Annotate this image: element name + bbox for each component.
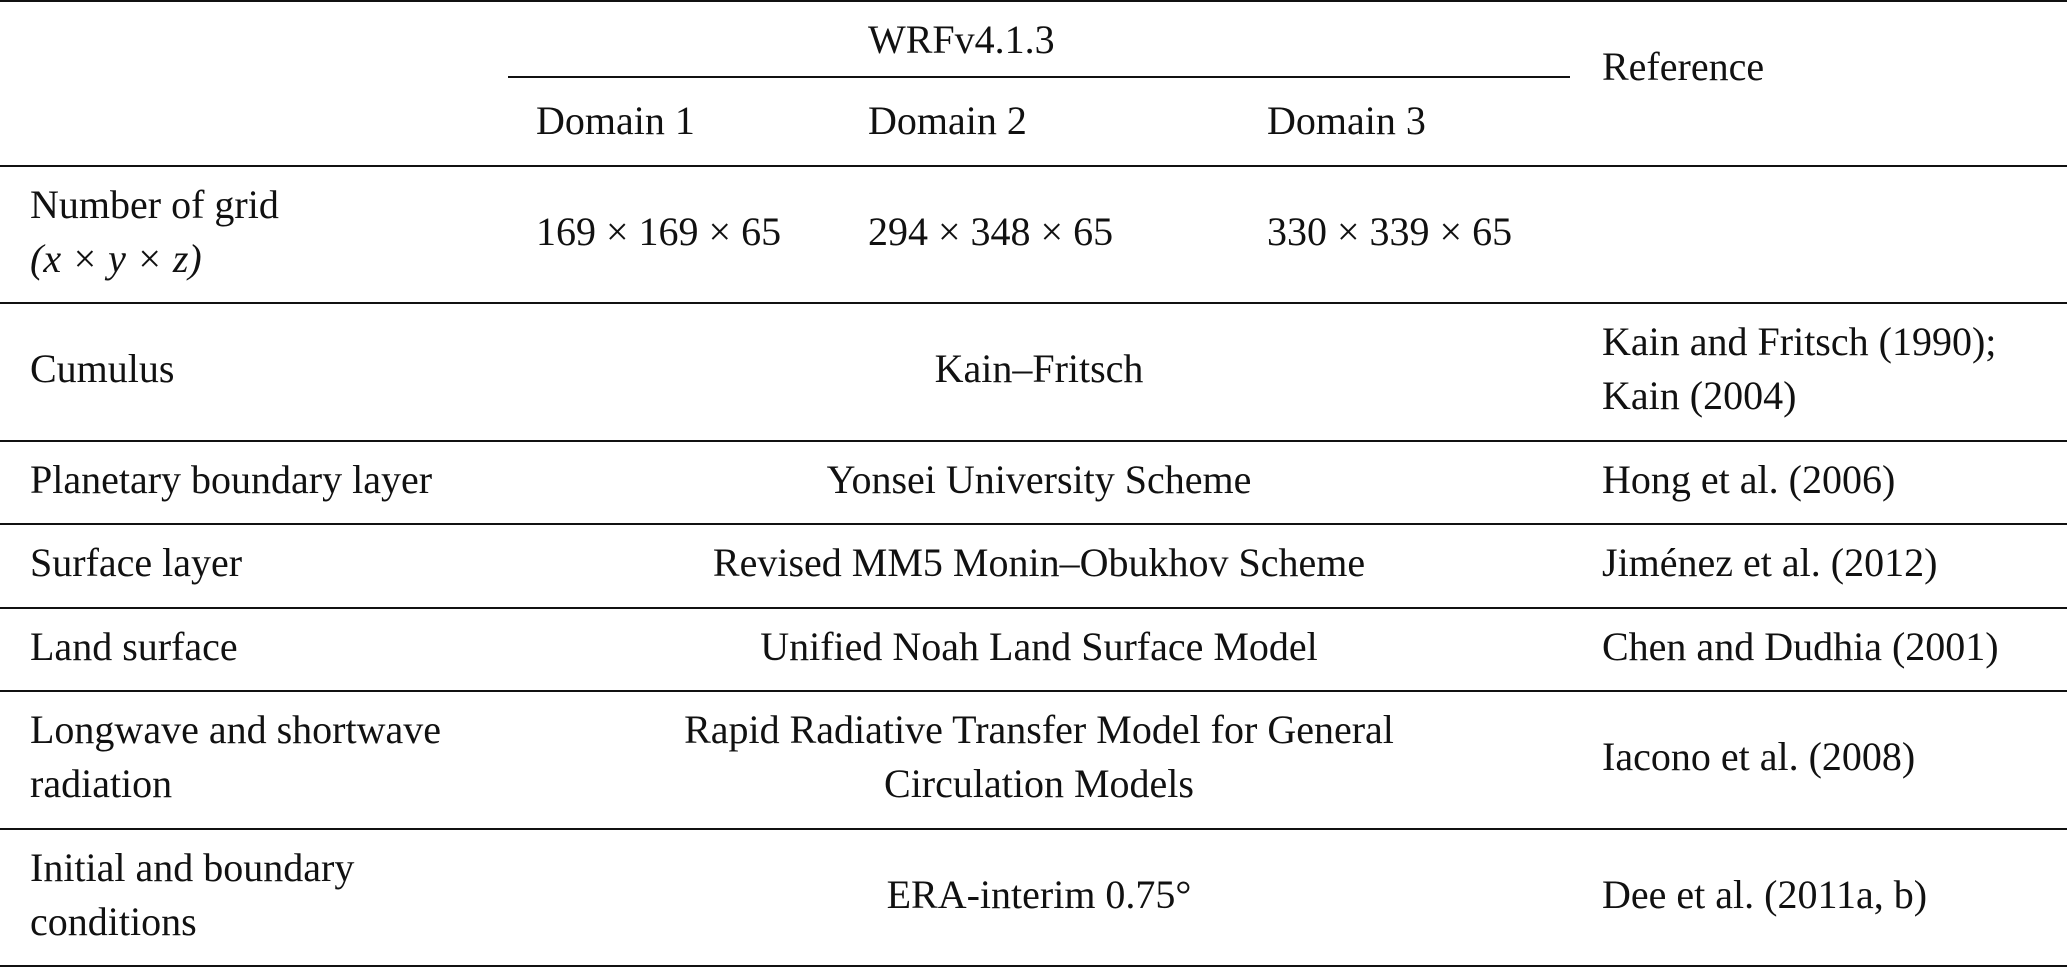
- grid-domain-2: 294 × 348 × 65: [868, 209, 1114, 254]
- radiation-scheme-line2: Circulation Models: [884, 761, 1194, 806]
- radiation-scheme-line1: Rapid Radiative Transfer Model for General: [684, 707, 1394, 752]
- grid-row-label-line1: Number of grid: [30, 182, 279, 227]
- cumulus-reference-line2: Kain (2004): [1602, 373, 1797, 418]
- land-surface-label: Land surface: [30, 624, 238, 669]
- cumulus-scheme: Kain–Fritsch: [934, 346, 1144, 391]
- radiation-label-line1: Longwave and shortwave: [30, 707, 441, 752]
- initial-conditions-label-line2: conditions: [30, 899, 197, 944]
- initial-conditions-reference: Dee et al. (2011a, b): [1602, 872, 1928, 917]
- row-rule: [0, 690, 2067, 692]
- table-top-rule: [0, 0, 2067, 2]
- row-rule: [0, 523, 2067, 525]
- header-bottom-rule: [0, 165, 2067, 167]
- pbl-reference: Hong et al. (2006): [1602, 457, 1896, 502]
- grid-domain-1: 169 × 169 × 65: [536, 209, 782, 254]
- cumulus-label: Cumulus: [30, 346, 175, 391]
- grid-row-label-line2: [30, 232, 202, 286]
- initial-conditions-label-line1: Initial and boundary: [30, 845, 355, 890]
- surface-layer-scheme: Revised MM5 Monin–Obukhov Scheme: [712, 540, 1366, 585]
- model-group-rule: [508, 76, 1570, 78]
- land-surface-scheme: Unified Noah Land Surface Model: [760, 624, 1318, 669]
- model-group-header: WRFv4.1.3: [868, 17, 1055, 62]
- initial-conditions-scheme: ERA-interim 0.75°: [886, 872, 1192, 917]
- domain-2-header: Domain 2: [868, 98, 1027, 143]
- radiation-label-line2: radiation: [30, 761, 173, 806]
- surface-layer-reference: Jiménez et al. (2012): [1602, 540, 1938, 585]
- grid-dimension-symbols: (x × y × z): [30, 236, 202, 281]
- domain-1-header: Domain 1: [536, 98, 695, 143]
- domain-3-header: Domain 3: [1267, 98, 1426, 143]
- cumulus-reference-line1: Kain and Fritsch (1990);: [1602, 319, 1997, 364]
- pbl-scheme: Yonsei University Scheme: [826, 457, 1252, 502]
- land-surface-reference: Chen and Dudhia (2001): [1602, 624, 1999, 669]
- grid-domain-3: 330 × 339 × 65: [1267, 209, 1513, 254]
- table-bottom-rule: [0, 965, 2067, 967]
- row-rule: [0, 440, 2067, 442]
- surface-layer-label: Surface layer: [30, 540, 243, 585]
- row-rule: [0, 607, 2067, 609]
- row-rule: [0, 828, 2067, 830]
- radiation-reference: Iacono et al. (2008): [1602, 734, 1916, 779]
- pbl-label: Planetary boundary layer: [30, 457, 433, 502]
- row-rule: [0, 302, 2067, 304]
- reference-header: Reference: [1602, 44, 1765, 89]
